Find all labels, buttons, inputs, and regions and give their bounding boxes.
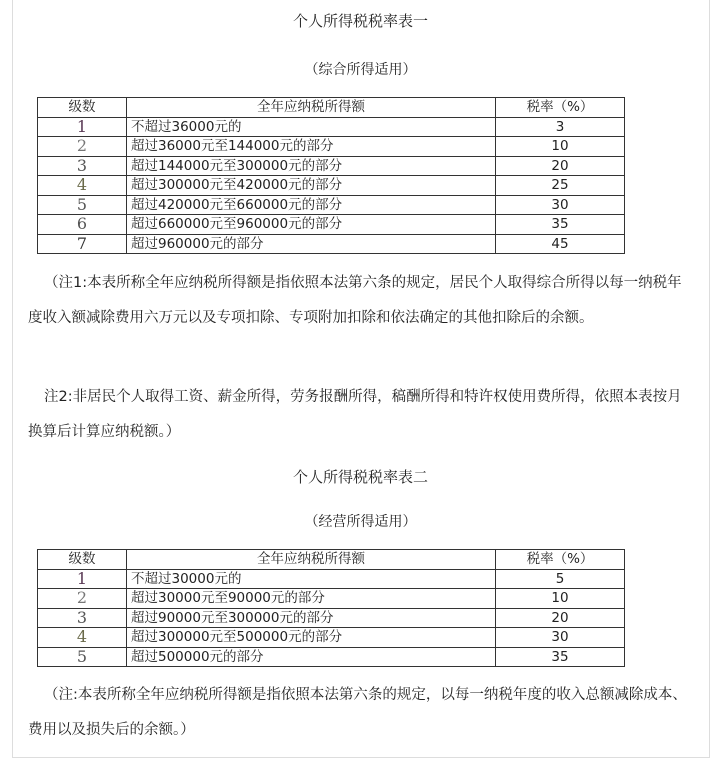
level-cell: 1 [38, 117, 127, 137]
table-row [38, 137, 625, 157]
rate-cell: 30 [496, 195, 625, 215]
income-range-cell: 超过30000元至90000元的部分 [127, 589, 496, 609]
income-range-cell: 不超过30000元的 [127, 569, 496, 589]
income-range-cell: 超过660000元至960000元的部分 [127, 215, 496, 235]
table1-subtitle: （综合所得适用） [304, 62, 417, 78]
tax-rate-table-1 [37, 97, 625, 254]
table-row [38, 628, 625, 648]
level-cell: 4 [38, 628, 127, 648]
income-range-cell: 超过144000元至300000元的部分 [127, 156, 496, 176]
rate-cell: 20 [496, 608, 625, 628]
level-cell: 2 [38, 589, 127, 609]
income-range-cell: 超过300000元至500000元的部分 [127, 628, 496, 648]
rate-cell: 10 [496, 137, 625, 157]
table2-title: 个人所得税税率表二 [292, 468, 428, 486]
rate-cell: 45 [496, 234, 625, 254]
column-header: 税率（%） [496, 550, 625, 570]
column-header: 级数 [38, 98, 127, 118]
table-header-row [38, 98, 625, 118]
rate-cell: 5 [496, 569, 625, 589]
income-range-cell: 超过36000元至144000元的部分 [127, 137, 496, 157]
table-row [38, 569, 625, 589]
income-range-cell: 超过420000元至660000元的部分 [127, 195, 496, 215]
level-cell: 6 [38, 215, 127, 235]
table-row [38, 589, 625, 609]
rate-cell: 10 [496, 589, 625, 609]
table-header-row [38, 550, 625, 570]
column-header: 税率（%） [496, 98, 625, 118]
level-cell: 3 [38, 156, 127, 176]
rate-cell: 30 [496, 628, 625, 648]
rate-cell: 3 [496, 117, 625, 137]
level-cell: 1 [38, 569, 127, 589]
level-cell: 4 [38, 176, 127, 196]
table-row [38, 156, 625, 176]
table-row [38, 647, 625, 667]
table-row [38, 117, 625, 137]
table2-subtitle: （经营所得适用） [304, 514, 417, 530]
income-range-cell: 超过300000元至420000元的部分 [127, 176, 496, 196]
column-header: 级数 [38, 550, 127, 570]
column-header: 全年应纳税所得额 [127, 550, 496, 570]
rate-cell: 20 [496, 156, 625, 176]
rate-cell: 35 [496, 647, 625, 667]
income-range-cell: 不超过36000元的 [127, 117, 496, 137]
table-row [38, 215, 625, 235]
level-cell: 5 [38, 647, 127, 667]
level-cell: 7 [38, 234, 127, 254]
income-range-cell: 超过960000元的部分 [127, 234, 496, 254]
table1-note1: （注1:本表所称全年应纳税所得额是指依照本法第六条的规定，居民个人取得综合所得以每一纳税年度收入额减除费用六万元以及专项扣除、专项附加扣除和依法确定的其他扣除后的余额。 [28, 275, 682, 326]
table1-note2: 注2:非居民个人取得工资、薪金所得，劳务报酬所得，稿酬所得和特许权使用费所得，依照本表按月换算后计算应纳税额。） [28, 389, 682, 440]
table-row [38, 195, 625, 215]
column-header: 全年应纳税所得额 [127, 98, 496, 118]
table1-title: 个人所得税税率表一 [292, 12, 428, 30]
table2-note: （注:本表所称全年应纳税所得额是指依照本法第六条的规定，以每一纳税年度的收入总额减除成本、费用以及损失后的余额。） [28, 687, 687, 738]
level-cell: 2 [38, 137, 127, 157]
rate-cell: 25 [496, 176, 625, 196]
rate-cell: 35 [496, 215, 625, 235]
level-cell: 5 [38, 195, 127, 215]
income-range-cell: 超过90000元至300000元的部分 [127, 608, 496, 628]
table-row [38, 176, 625, 196]
table-row [38, 608, 625, 628]
level-cell: 3 [38, 608, 127, 628]
income-range-cell: 超过500000元的部分 [127, 647, 496, 667]
table-row [38, 234, 625, 254]
tax-rate-table-2 [37, 549, 625, 667]
